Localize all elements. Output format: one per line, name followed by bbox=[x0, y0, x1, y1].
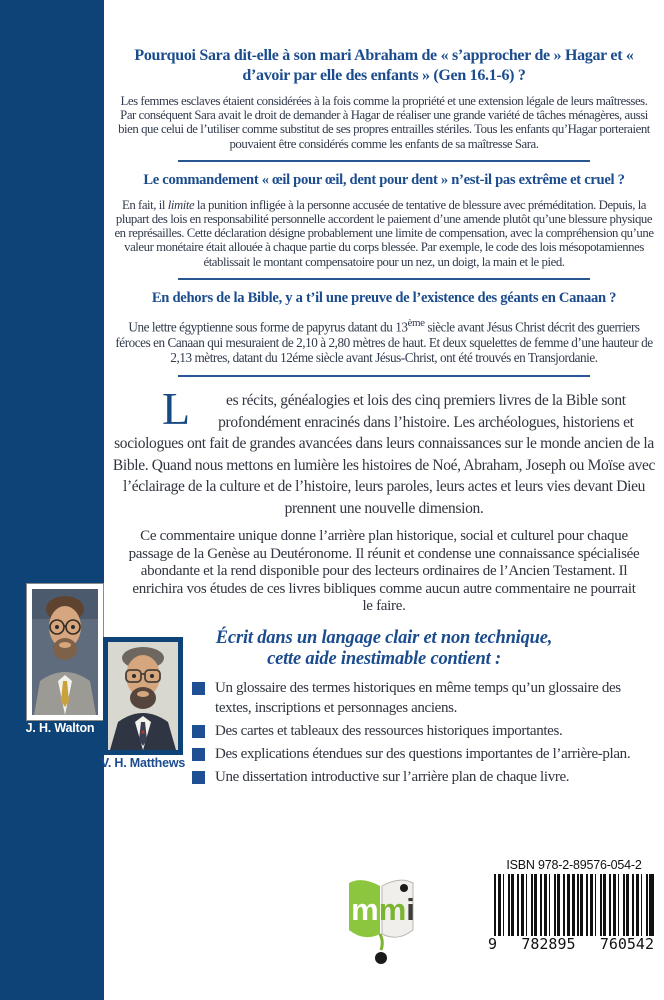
contents-heading-line-1: Écrit dans un langage clair et non technique, bbox=[215, 627, 553, 648]
answer-3-text-rest: siècle avant Jésus Christ décrit des guerriers féroces en Canaan qui mesuraient de 2,10 à 2,80 mètres de haut. Et deux squelettes de femme d’une hauteur de 2,13 mètres, datant du 12éme siècle avant Jésus-Christ, ont été trouvés en Transjordanie. bbox=[115, 319, 653, 366]
section-divider bbox=[178, 278, 590, 280]
answer-3-superscript: ème bbox=[407, 316, 425, 329]
question-2-answer bbox=[104, 198, 664, 269]
isbn-block bbox=[488, 858, 656, 953]
author-name-walton: J. H. Walton bbox=[25, 721, 95, 735]
contents-list bbox=[192, 678, 652, 787]
isbn-label: ISBN 978-2-89576-054-2 bbox=[506, 858, 642, 872]
barcode-digits bbox=[486, 936, 656, 952]
intro-paragraph-text: es récits, généalogies et lois des cinq premiers livres de la Bible sont profondément enracinés dans l’histoire. Les archéologues, historiens et sociologues ont fait de grandes avancées dans leurs connaissances sur le monde ancien de la Bible. Quand nous mettons en lumière les histoires de Noé, Abraham, Joseph ou Moïse avec l’éclairage de la culture et de l’histoire, leurs paroles, leurs actes et leurs vies devant Dieu prennent une nouvelle dimension. bbox=[112, 392, 656, 517]
question-1-answer: Les femmes esclaves étaient considérées à la fois comme la propriété et une extension légale de leurs maîtresses. Par conséquent Sara avait le droit de demander à Hagar de réaliser une grande variété de tâches ménagères, aussi bien que celui de l’utiliser comme substitut de ses propres entrailles stériles. Tous les enfants qu’Hagar porteraient pouvaient être considérés comme les enfants de sa maîtresse Sara. bbox=[118, 94, 650, 151]
author-photo-matthews bbox=[103, 637, 183, 755]
question-3-heading: En dehors de la Bible, y a t’il une preuve de l’existence des géants en Canaan ? bbox=[151, 289, 617, 306]
list-item-text: Des cartes et tableaux des ressources historiques importantes. bbox=[215, 722, 563, 739]
barcode-digit-group: 760542 bbox=[599, 935, 654, 953]
commentary-paragraph: Ce commentaire unique donne l’arrière plan historique, social et culturel pour chaque passage de la Genèse au Deutéronome. Il réunit et condense une connaissance spécialisée abondante et la rend disponible pour des lecteurs ordinaires de l’Ancien Testament. Il enrichira vos études de ces livres bibliques comme aucun autre commentaire ne pourrait le faire. bbox=[128, 528, 640, 615]
bullet-square-icon bbox=[192, 771, 205, 784]
bullet-square-icon bbox=[192, 682, 205, 695]
dropcap-letter: L bbox=[162, 383, 190, 434]
question-2-heading: Le commandement « œil pour œil, dent pour dent » n’est-il pas extrême et cruel ? bbox=[143, 171, 625, 188]
list-item-text: Une dissertation introductive sur l’arrière plan de chaque livre. bbox=[215, 768, 570, 785]
question-1-heading: Pourquoi Sara dit-elle à son mari Abraham de « s’approcher de » Hagar et « d’avoir par elle des enfants » (Gen 16.1-6) ? bbox=[134, 47, 634, 84]
question-3-answer bbox=[104, 316, 664, 366]
author-name-matthews: V. H. Matthews bbox=[100, 756, 186, 770]
publisher-logo-text: mmi bbox=[351, 892, 415, 927]
author-photo-walton bbox=[27, 584, 103, 720]
contents-heading-line-2: cette aide inestimable contient : bbox=[267, 648, 501, 669]
answer-3-text: Une lettre égyptienne sous forme de papyrus datant du 13 bbox=[128, 319, 408, 335]
answer-2-text: En fait, il bbox=[121, 197, 168, 212]
section-divider bbox=[178, 375, 590, 377]
bullet-square-icon bbox=[192, 748, 205, 761]
intro-paragraph bbox=[104, 383, 664, 519]
contents-heading bbox=[104, 628, 664, 670]
section-divider bbox=[178, 160, 590, 162]
list-item-text: Un glossaire des termes historiques en même temps qu’un glossaire des textes, inscriptions et personnages anciens. bbox=[215, 679, 621, 716]
list-item bbox=[192, 721, 652, 741]
logo-dot bbox=[375, 952, 387, 964]
spine-band bbox=[0, 0, 104, 1000]
list-item bbox=[192, 744, 652, 764]
barcode-digit-group: 782895 bbox=[521, 935, 576, 953]
cover-text-column bbox=[104, 0, 664, 790]
list-item bbox=[192, 678, 652, 718]
barcode bbox=[494, 874, 654, 936]
list-item bbox=[192, 767, 652, 787]
answer-2-text-rest: la punition infligée à la personne accusée de tentative de blessure avec préméditation. Depuis, la plupart des lois en responsabilité personnelle accordent le paiement d’une amende plutôt qu’une blessure physique en représailles. Cette déclaration désigne probablement une limite de compensation, avec la compréhension qu’une valeur monétaire était allouée à chaque partie du corps blessée. Par exemple, le code des lois mésopotamiennes établissait le montant compensatoire pour un nez, un doigt, la main et le pied. bbox=[114, 197, 654, 269]
barcode-digit-group: 9 bbox=[488, 935, 498, 953]
list-item-text: Des explications étendues sur des questions importantes de l’arrière-plan. bbox=[215, 745, 631, 762]
answer-2-emphasis: limite bbox=[167, 197, 195, 212]
publisher-logo bbox=[344, 874, 418, 966]
bullet-square-icon bbox=[192, 725, 205, 738]
